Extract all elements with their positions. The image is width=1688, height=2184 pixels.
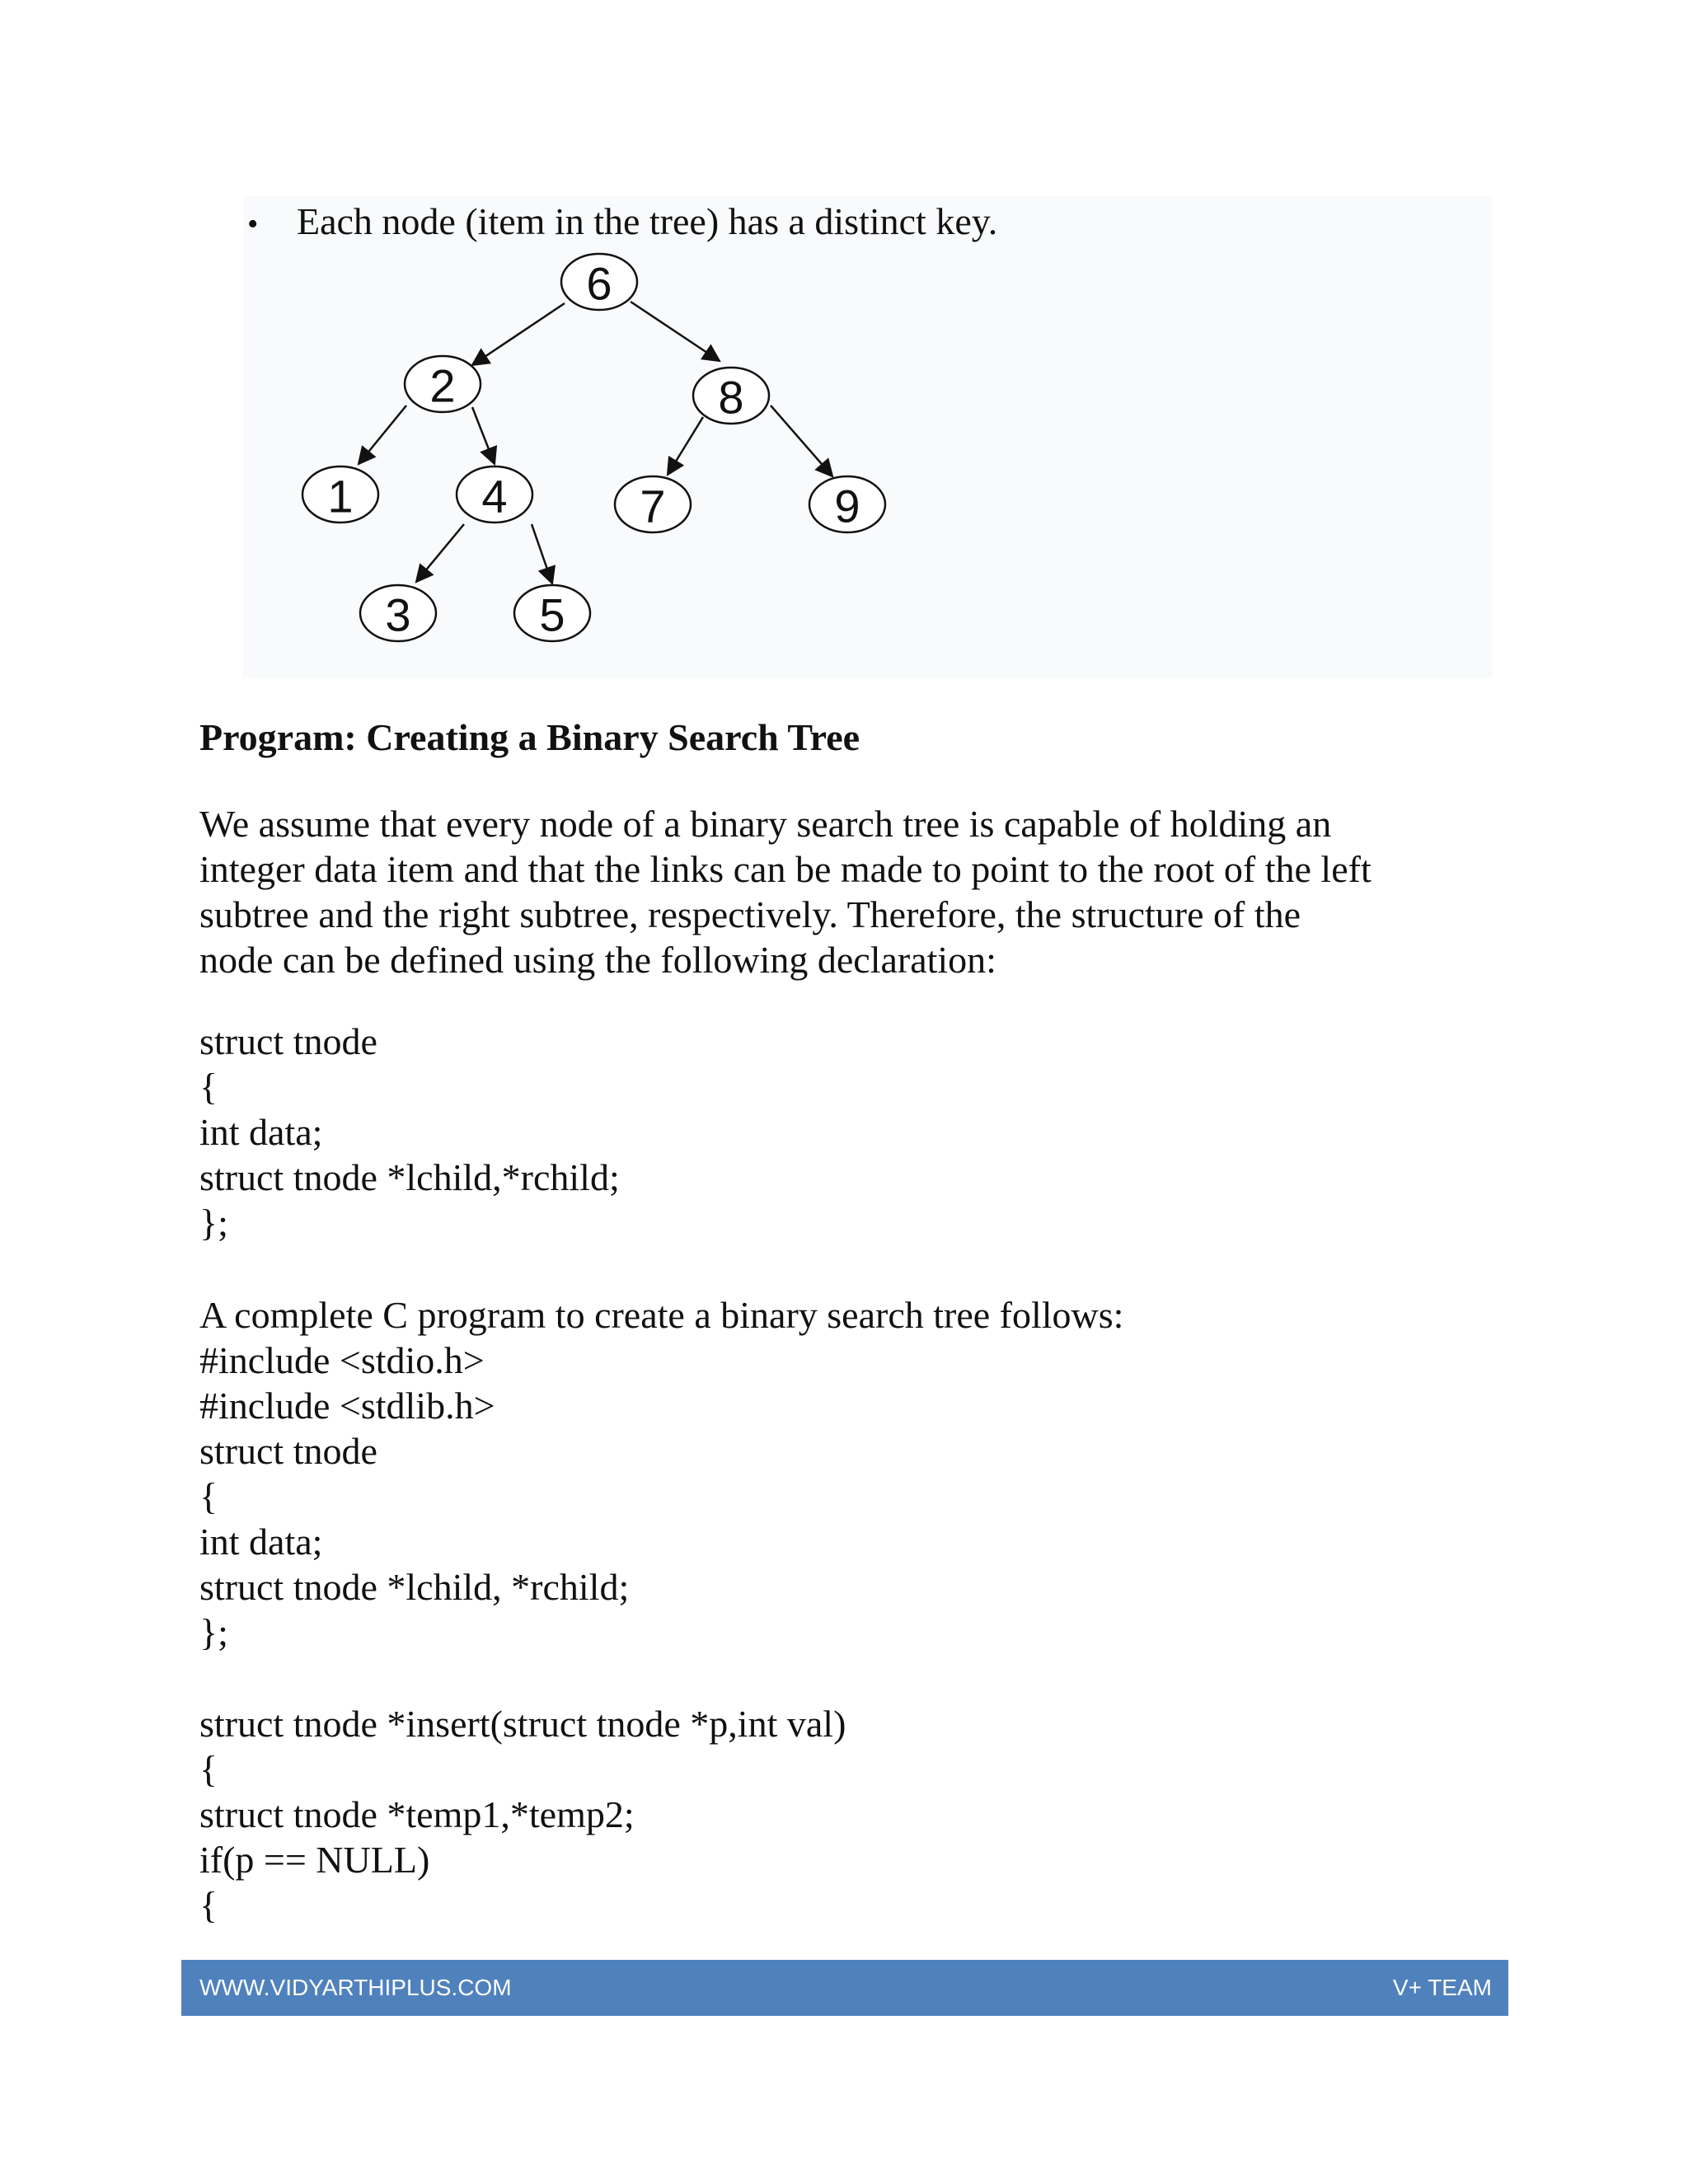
- code-line: {: [199, 1475, 218, 1517]
- edge-6-2: [472, 303, 565, 365]
- edge-8-9: [771, 405, 832, 476]
- code-line: };: [199, 1202, 228, 1244]
- code-line: {: [199, 1884, 218, 1926]
- code-line: int data;: [199, 1111, 323, 1153]
- edge-4-5: [532, 524, 552, 583]
- edge-6-8: [631, 302, 720, 361]
- tree-node-label-8: 8: [718, 371, 744, 424]
- code-line: #include <stdlib.h>: [199, 1385, 495, 1427]
- paragraph-line: integer data item and that the links can be made to point to the root of the left: [199, 848, 1372, 890]
- paragraph-line: subtree and the right subtree, respectively. Therefore, the structure of the: [199, 893, 1301, 935]
- footer-team-label: V+ TEAM: [1392, 1975, 1492, 2000]
- edge-4-3: [416, 524, 464, 582]
- code-line: struct tnode *lchild,*rchild;: [199, 1156, 620, 1198]
- code-line: };: [199, 1611, 228, 1653]
- tree-node-label-3: 3: [385, 588, 411, 641]
- binary-search-tree-diagram: [243, 196, 1492, 678]
- code-line: struct tnode *temp1,*temp2;: [199, 1793, 635, 1835]
- insert-function-code: [199, 1701, 846, 1928]
- edge-2-1: [359, 405, 406, 464]
- struct-declaration-code: [199, 1019, 620, 1245]
- page-footer: [181, 1960, 1508, 2016]
- bullet-item: [247, 194, 997, 251]
- footer-website-link[interactable]: WWW.VIDYARTHIPLUS.COM: [199, 1975, 512, 2000]
- edge-8-7: [668, 417, 703, 475]
- tree-node-label-4: 4: [481, 470, 508, 523]
- bullet-text: Each node (item in the tree) has a distinct key.: [297, 200, 998, 242]
- code-line: A complete C program to create a binary search tree follows:: [199, 1294, 1124, 1336]
- code-line: struct tnode: [199, 1430, 377, 1472]
- code-line: if(p == NULL): [199, 1839, 430, 1881]
- tree-node-label-9: 9: [834, 480, 860, 532]
- bullet-symbol: •: [247, 207, 259, 241]
- code-line: {: [199, 1748, 218, 1790]
- intro-paragraph: [199, 801, 1502, 982]
- code-line: int data;: [199, 1521, 323, 1563]
- code-line: #include <stdio.h>: [199, 1339, 485, 1381]
- tree-node-label-1: 1: [327, 470, 354, 523]
- paragraph-line: We assume that every node of a binary search tree is capable of holding an: [199, 803, 1332, 845]
- code-line: struct tnode: [199, 1020, 377, 1062]
- code-line: {: [199, 1066, 218, 1108]
- section-heading: Program: Creating a Binary Search Tree: [199, 716, 860, 758]
- tree-node-label-2: 2: [429, 359, 456, 412]
- tree-node-label-5: 5: [539, 588, 565, 641]
- code-line: struct tnode *insert(struct tnode *p,int val): [199, 1703, 846, 1745]
- tree-node-label-6: 6: [586, 257, 612, 310]
- edge-2-4: [472, 407, 495, 464]
- program-header-code: [199, 1292, 1123, 1655]
- code-line: struct tnode *lchild, *rchild;: [199, 1566, 630, 1608]
- tree-node-label-7: 7: [640, 480, 666, 532]
- paragraph-line: node can be defined using the following declaration:: [199, 939, 996, 981]
